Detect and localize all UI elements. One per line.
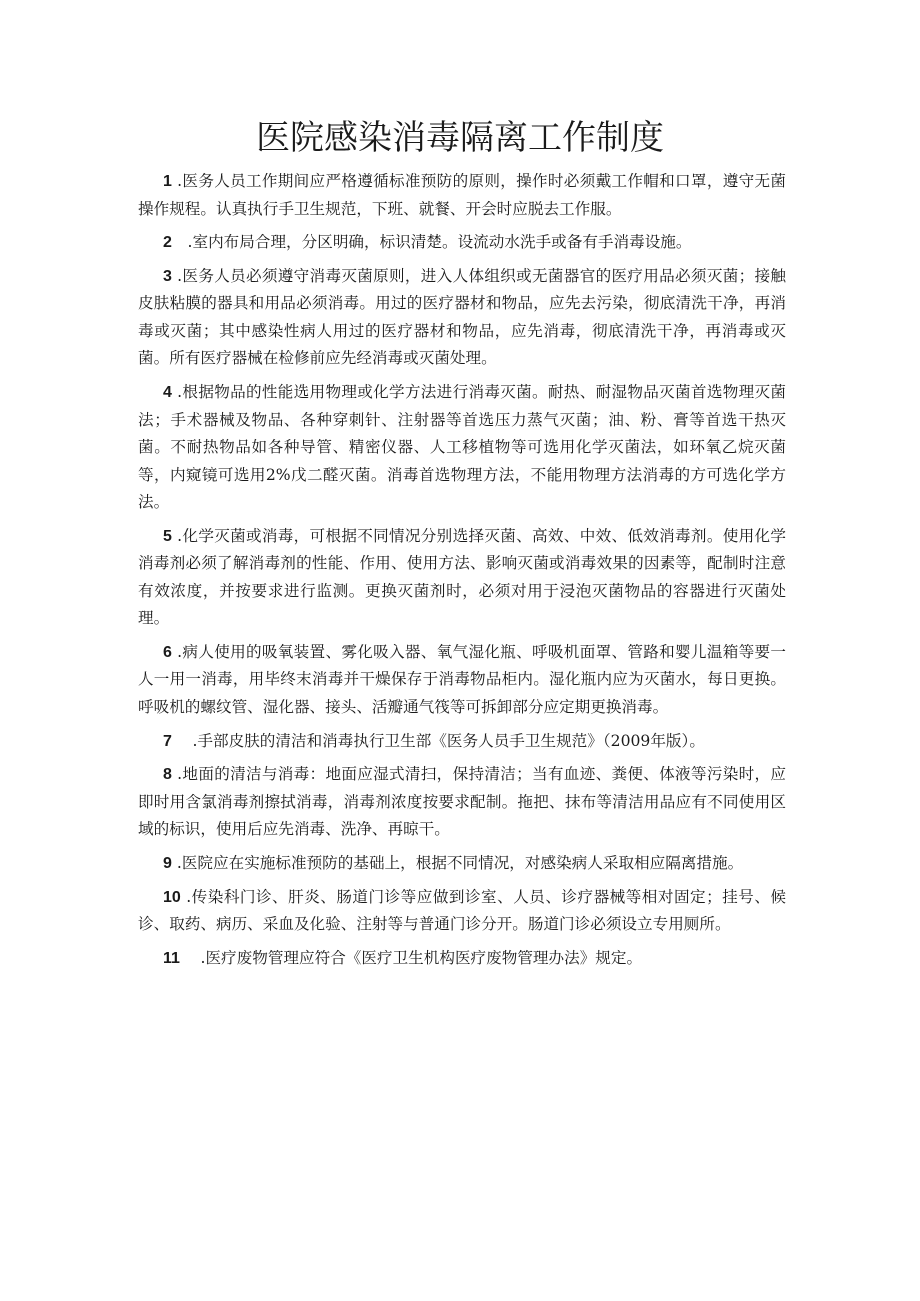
paragraph-text: 化学灭菌或消毒，可根据不同情况分别选择灭菌、高效、中效、低效消毒剂。使用化学消毒剂必须了解消毒剂的性能、作用、使用方法、影响灭菌或消毒效果的因素等，配制时注意有效浓度，并按要求进行监测。更换灭菌剂时，必须对用于浸泡灭菌物品的容器进行灭菌处理。 [138,526,786,628]
paragraph-11 [138,945,786,973]
paragraph-separator: . [171,642,183,661]
paragraph-text: 地面的清洁与消毒：地面应湿式清扫，保持清洁；当有血迹、粪便、体液等污染时，应即时用含氯消毒剂擦拭消毒，消毒剂浓度按要求配制。拖把、抹布等清洁用品应有不同使用区域的标识，使用后应先消毒、洗净、再晾干。 [138,765,786,839]
paragraph-separator: . [171,854,182,872]
paragraph-number: 2 [163,234,172,252]
paragraph-text: 医疗废物管理应符合《医疗卫生机构医疗废物管理办法》规定。 [205,948,643,967]
paragraph-separator: . [180,887,192,906]
paragraph-separator: . [171,233,193,252]
paragraph-6 [138,639,786,722]
paragraph-number: 4 [163,384,172,402]
paragraph-separator: . [171,383,183,402]
paragraph-8 [138,761,786,844]
paragraph-separator: . [179,948,206,967]
paragraph-number: 6 [163,643,172,661]
paragraph-separator: . [171,765,183,784]
paragraph-separator: . [171,526,183,545]
paragraph-4 [138,379,786,517]
paragraph-text: 医务人员必须遵守消毒灭菌原则，进入人体组织或无菌器官的医疗用品必须灭菌；接触皮肤粘膜的器具和用品必须消毒。用过的医疗器材和物品，应先去污染，彻底清洗干净，再消毒或灭菌；其中感染性病人用过的医疗器材和物品，应先消毒，彻底清洗干净，再消毒或灭菌。所有医疗器械在检修前应先经消毒或灭菌处理。 [138,266,786,368]
paragraph-text: 医院应在实施标准预防的基础上，根据不同情况，对感染病人采取相应隔离措施。 [181,854,744,872]
paragraph-text: 室内布局合理，分区明确，标识清楚。设流动水洗手或备有手消毒设施。 [192,233,692,252]
paragraph-number: 10 [163,888,181,906]
paragraph-text: 医务人员工作期间应严格遵循标准预防的原则，操作时必须戴工作帽和口罩，遵守无菌操作规程。认真执行手卫生规范，下班、就餐、开会时应脱去工作服。 [138,172,786,218]
paragraph-separator: . [171,266,183,285]
paragraph-9 [138,850,786,878]
paragraph-text: 根据物品的性能选用物理或化学方法进行消毒灭菌。耐热、耐湿物品灭菌首选物理灭菌法；手术器械及物品、各种穿刺针、注射器等首选压力蒸气灭菌；油、粉、膏等首选干热灭菌。不耐热物品如各种导管、精密仪器、人工移植物等可选用化学灭菌法，如环氧乙烷灭菌等，内窥镜可选用2%戊二醛灭菌。消毒首选物理方法，不能用物理方法消毒的方可选化学方法。 [138,383,786,512]
paragraph-number: 3 [163,267,172,285]
paragraph-2 [138,229,786,257]
paragraph-number: 8 [163,766,172,784]
paragraph-10 [138,884,786,939]
paragraph-text: 病人使用的吸氧装置、雾化吸入器、氧气湿化瓶、呼吸机面罩、管路和婴儿温箱等要一人一用一消毒，用毕终末消毒并干燥保存于消毒物品柜内。湿化瓶内应为灭菌水，每日更换。呼吸机的螺纹管、湿化器、接头、活瓣通气筏等可拆卸部分应定期更换消毒。 [138,642,786,716]
paragraph-number: 11 [163,949,180,967]
paragraph-text: 传染科门诊、肝炎、肠道门诊等应做到诊室、人员、诊疗器械等相对固定；挂号、候诊、取药、病历、采血及化验、注射等与普通门诊分开。肠道门诊必须设立专用厕所。 [138,887,786,934]
document-title: 医院感染消毒隔离工作制度 [256,118,664,158]
paragraph-number: 5 [163,527,172,545]
paragraph-text: 手部皮肤的清洁和消毒执行卫生部《医务人员手卫生规范》（2009年版）。 [197,731,705,750]
paragraph-number: 7 [163,732,172,750]
paragraph-1 [138,168,786,223]
paragraph-5 [138,523,786,633]
paragraph-7 [138,728,786,756]
paragraph-number: 1 [163,173,172,190]
paragraph-separator: . [171,172,183,190]
paragraph-number: 9 [163,855,172,872]
paragraph-3 [138,263,786,373]
document-body [138,168,786,979]
paragraph-separator: . [171,731,198,750]
